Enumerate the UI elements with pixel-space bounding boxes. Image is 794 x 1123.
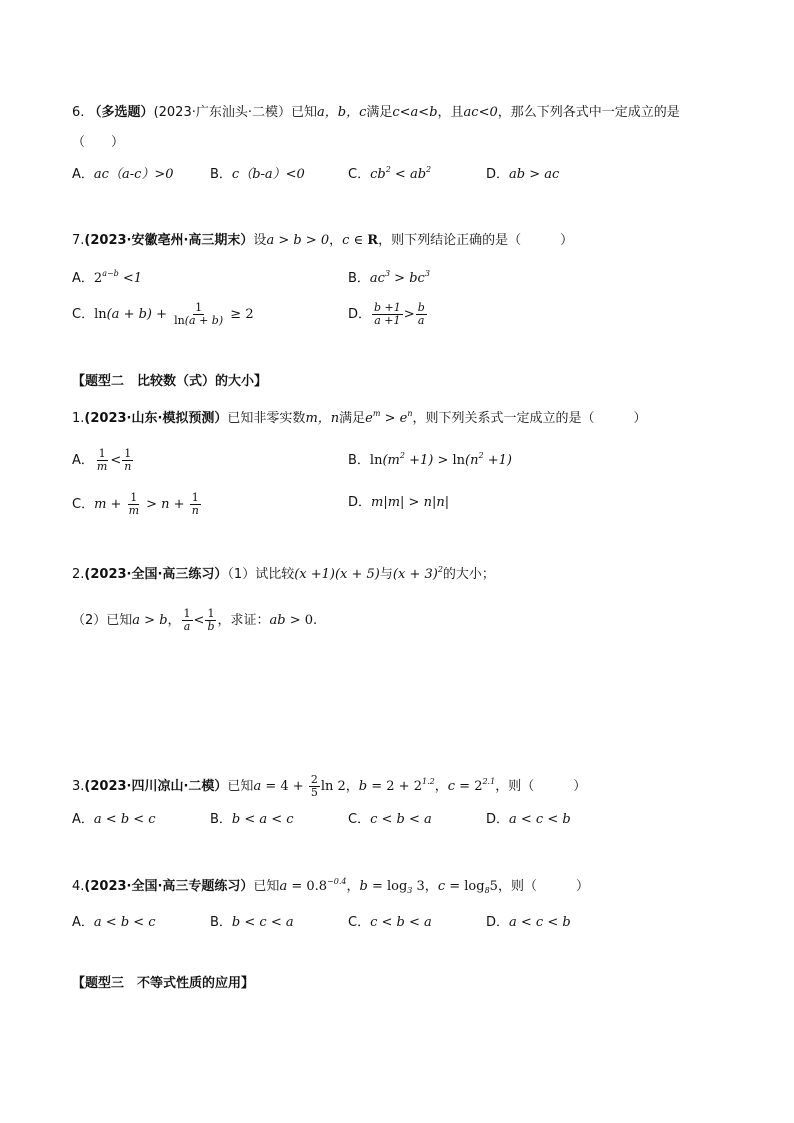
- stem-text: ，: [329, 233, 343, 248]
- q6-option-d: [486, 166, 559, 184]
- option-label: A．: [72, 453, 94, 468]
- question-number: 1.: [72, 411, 85, 426]
- stem-text: 与: [379, 567, 393, 582]
- s2q1-option-a: [72, 448, 134, 473]
- question-tag: （多选题）: [88, 105, 154, 120]
- stem-text: ，则下列关系式一定成立的是（ ）: [412, 411, 647, 426]
- option-math: $\ln(m^2 +1) > \ln(n^2 +1)$: [369, 451, 512, 468]
- question-source: (2023·四川凉山·二模）: [84, 779, 228, 794]
- option-math: a < c < b: [509, 812, 571, 827]
- option-label: A．: [72, 271, 94, 286]
- stem-math: ac<0: [463, 105, 498, 120]
- option-math: b < c < a: [231, 915, 294, 930]
- option-label: D．: [486, 915, 510, 930]
- option-math: b < a < c: [231, 812, 294, 827]
- s2q3-option-c: [348, 811, 432, 829]
- option-label: B．: [210, 812, 232, 827]
- s2q1-option-b: [348, 452, 512, 470]
- stem-math: a > b > 0: [266, 233, 330, 248]
- option-math: a < c < b: [509, 915, 571, 930]
- stem-text: ，求证：: [217, 613, 270, 628]
- question-number: 3.: [72, 779, 85, 794]
- question-number: 2.: [72, 567, 85, 582]
- stem-math: $a = 0.8^{-0.4}$: [279, 877, 347, 894]
- s2q3-option-b: [210, 811, 294, 829]
- option-label: B．: [348, 453, 370, 468]
- question-number: 4.: [72, 879, 85, 894]
- option-text: ab > ac: [509, 167, 560, 182]
- option-label: D．: [486, 812, 510, 827]
- stem-text: （2）已知: [72, 613, 133, 628]
- stem-text: ，且: [437, 105, 464, 120]
- option-math: $\frac{b +1}{a +1}$ > $\frac{b}{a}$: [374, 301, 425, 327]
- option-label: D．: [348, 307, 372, 322]
- stem-math: c ∈ R: [342, 233, 379, 248]
- stem-text: 满足: [366, 105, 393, 120]
- stem-math: m，n: [305, 411, 340, 426]
- stem-math: (x +1)(x + 5): [294, 567, 380, 582]
- q7-option-a: [72, 270, 142, 288]
- question-source: (2023·安徽亳州·高三期末）: [84, 233, 254, 248]
- option-label: C．: [72, 307, 95, 322]
- option-math: m|m| > n|n|: [371, 495, 450, 510]
- option-label: C．: [348, 915, 371, 930]
- stem-math: $e^m > e^n$: [365, 409, 413, 426]
- s2q2-part2: [72, 608, 317, 633]
- q6-stem: [72, 104, 680, 122]
- stem-math: c<a<b: [392, 105, 438, 120]
- stem-text: ，则（ ）: [495, 779, 587, 794]
- s2q4-option-b: [210, 914, 294, 932]
- s2q4-stem: 4.(2023·全国·高三专题练习）已知$a = 0.8^{-0.4}$，$b = \log_3 3$，$c = \log_85$，则（ ）: [72, 877, 589, 895]
- stem-math: $c = \log_85$: [437, 879, 498, 895]
- s2q4-option-c: [348, 914, 432, 932]
- stem-text: 已知: [290, 105, 317, 120]
- option-math: c < b < a: [370, 915, 432, 930]
- option-math: $cb^2 < ab^2$: [370, 165, 432, 182]
- stem-text: .: [313, 613, 318, 628]
- option-label: C．: [348, 167, 371, 182]
- option-label: C．: [348, 812, 371, 827]
- s2q3-option-d: [486, 811, 571, 829]
- question-number: 7.: [72, 233, 85, 248]
- q6-option-b: [210, 166, 305, 184]
- option-math: $\frac{1}{m}$ < $\frac{1}{n}$: [96, 447, 132, 473]
- q6-option-c: [348, 166, 431, 184]
- stem-math: $b = \log_3 3$: [359, 879, 425, 895]
- stem-text: ，: [167, 613, 181, 628]
- section-title-3: 【题型三 不等式性质的应用】: [72, 976, 255, 991]
- question-source: (2023·全国·高三练习）: [84, 567, 228, 582]
- stem-text: 满足: [339, 411, 366, 426]
- q7-option-b: [348, 270, 430, 288]
- option-label: D．: [486, 167, 510, 182]
- option-label: C．: [72, 497, 95, 512]
- stem-math: a = 4 + $\frac{2}{5}$ ln 2: [253, 773, 346, 799]
- option-text: ac（a-c）>0: [93, 167, 174, 182]
- question-source: (2023·山东·模拟预测）: [84, 411, 228, 426]
- option-text: c（b-a）<0: [231, 167, 305, 182]
- option-math: ln(a + b) + $\frac{1}{\ln(a + b)}$ ≥ 2: [94, 301, 254, 327]
- s2q2-part1: [72, 566, 495, 584]
- option-label: B．: [210, 915, 232, 930]
- stem-math: $b = 2 + 2^{1.2}$: [358, 777, 435, 794]
- option-math: $2^{a-b} <1$: [93, 269, 143, 286]
- s2q1-option-c: [72, 492, 202, 517]
- question-number: 6.: [72, 105, 85, 120]
- stem-text: ，则下列结论正确的是（ ）: [378, 233, 574, 248]
- q6-paren: （ ）: [72, 135, 125, 150]
- option-math: m + $\frac{1}{m}$ > n + $\frac{1}{n}$: [94, 491, 199, 517]
- stem-text: 已知非零实数: [227, 411, 306, 426]
- stem-math: a，b，c: [317, 105, 367, 120]
- option-label: B．: [210, 167, 232, 182]
- stem-math: a > b: [132, 613, 168, 628]
- q7-stem: [72, 232, 573, 250]
- stem-math: $\frac{1}{a}$ < $\frac{1}{b}$: [183, 607, 215, 633]
- option-math: $ac^3 > bc^3$: [369, 269, 430, 286]
- s2q3-option-a: [72, 811, 156, 829]
- question-source: (2023·全国·高三专题练习）: [84, 879, 254, 894]
- s2q1-stem: [72, 410, 646, 428]
- stem-text: 已知: [253, 879, 280, 894]
- stem-math: $c = 2^{2.1}$: [447, 777, 496, 794]
- stem-text: （1）试比较: [227, 567, 295, 582]
- option-label: A．: [72, 915, 94, 930]
- option-math: a < b < c: [93, 812, 156, 827]
- option-math: a < b < c: [93, 915, 156, 930]
- stem-text: ，那么下列各式中一定成立的是: [497, 105, 680, 120]
- stem-math: $(x + 3)^2$: [392, 565, 443, 582]
- s2q3-stem: 3.(2023·四川凉山·二模）已知a = 4 + $\frac{2}{5}$ ln 2，$b = 2 + 2^{1.2}$，$c = 2^{2.1}$，则（ ）: [72, 773, 587, 799]
- option-label: B．: [348, 271, 370, 286]
- option-label: A．: [72, 167, 94, 182]
- question-source: (2023·广东汕头·二模）: [153, 105, 291, 120]
- s2q4-option-a: [72, 914, 156, 932]
- stem-text: 设: [253, 233, 267, 248]
- stem-text: ，则（ ）: [497, 879, 589, 894]
- q7-option-d: [348, 302, 428, 327]
- s2q1-option-d: [348, 494, 449, 512]
- option-math: c < b < a: [370, 812, 432, 827]
- option-label: D．: [348, 495, 372, 510]
- stem-text: 的大小；: [442, 567, 495, 582]
- q7-option-c: [72, 302, 254, 327]
- s2q4-option-d: [486, 914, 571, 932]
- option-label: A．: [72, 812, 94, 827]
- stem-text: 已知: [227, 779, 254, 794]
- stem-math: ab > 0: [269, 613, 314, 628]
- section-title-2: 【题型二 比较数（式）的大小】: [72, 374, 268, 389]
- q6-option-a: [72, 166, 174, 184]
